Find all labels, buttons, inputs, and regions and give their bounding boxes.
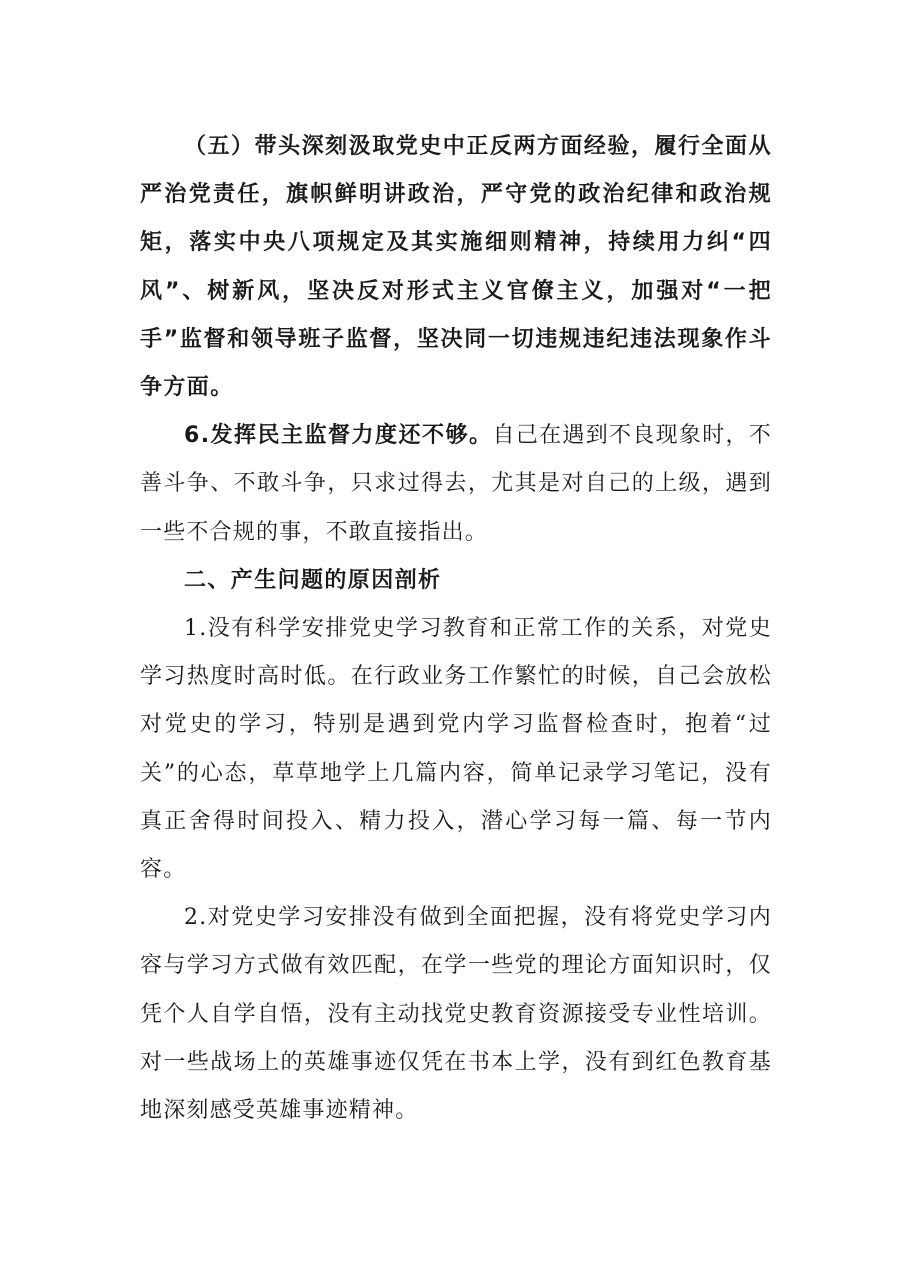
paragraph-cause-1: [140, 605, 772, 894]
cause-1-text: 1.没有科学安排党史学习教育和正常工作的关系，对党史学习热度时高时低。在行政业务工作繁忙的时候，自己会放松对党史的学习，特别是遇到党内学习监督检查时，抱着“过关”的心态，草草地学上几篇内容，简单记录学习笔记，没有真正舍得时间投入、精力投入，潜心学习每一篇、每一节内容。: [140, 616, 772, 883]
cause-2-text: 2.对党史学习安排没有做到全面把握，没有将党史学习内容与学习方式做有效匹配，在学一些党的理论方面知识时，仅凭个人自学自悟，没有主动找党史教育资源接受专业性培训。对一些战场上的英雄事迹仅凭在书本上学，没有到红色教育基地深刻感受英雄事迹精神。: [140, 905, 772, 1124]
paragraph-cause-2: [140, 894, 772, 1135]
paragraph-section-5: [140, 123, 772, 412]
paragraph-section-5-text: （五）带头深刻汲取党史中正反两方面经验，履行全面从严治党责任，旗帜鲜明讲政治，严守党的政治纪律和政治规矩，落实中央八项规定及其实施细则精神，持续用力纠“四风”、树新风，坚决反对形式主义官僚主义，加强对“一把手”监督和领导班子监督，坚决同一切违规违纪违法现象作斗争方面。: [140, 134, 772, 401]
item-6-body: 自己在遇到不良现象时，不善斗争、不敢斗争，只求过得去，尤其是对自己的上级，遇到一些不合规的事，不敢直接指出。: [140, 423, 772, 545]
document-body: [140, 123, 772, 1135]
section-2-heading-text: 二、产生问题的原因剖析: [184, 567, 442, 593]
paragraph-item-6: [140, 412, 772, 557]
section-2-heading: [140, 557, 772, 605]
item-6-title: 6.发挥民主监督力度还不够。: [184, 423, 493, 449]
